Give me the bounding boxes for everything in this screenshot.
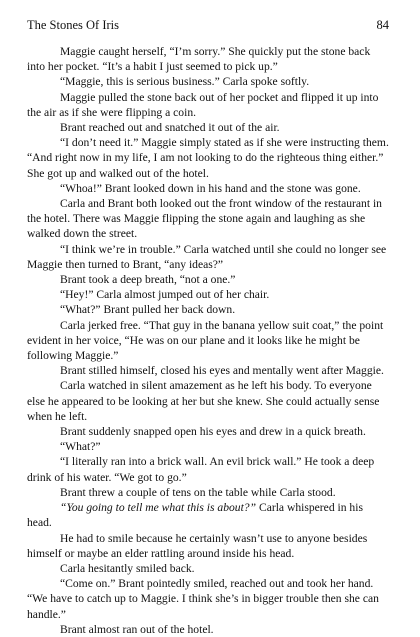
- paragraph: “Whoa!” Brant looked down in his hand and the stone was gone.: [60, 181, 361, 195]
- paragraph: Carla watched in silent amazement as he left his body. To everyone else he appeared to be looking at her but she knew. She could actually sense when he left.: [27, 379, 380, 423]
- paragraph: Carla and Brant both looked out the front window of the restaurant in the hotel. There was Maggie flipping the stone again and laughing as she walked down the street.: [27, 197, 382, 241]
- paragraph: Brant stilled himself, closed his eyes and mentally went after Maggie.: [60, 364, 384, 378]
- telepathic-speech-tag: Carla whispered in his head.: [27, 501, 363, 530]
- paragraph: “I literally ran into a brick wall. An evil brick wall.” He took a deep drink of his water. “We got to go.”: [27, 455, 375, 484]
- page-header: [27, 18, 389, 33]
- paragraph: Brant threw a couple of tens on the table while Carla stood.: [60, 485, 336, 499]
- paragraph: “Come on.” Brant pointedly smiled, reached out and took her hand. “We have to catch up to Maggie. I think she’s in bigger trouble then she can handle.”: [27, 577, 379, 621]
- paragraph: Brant reached out and snatched it out of the air.: [60, 121, 280, 135]
- telepathic-paragraph: [27, 500, 389, 530]
- book-title: The Stones Of Iris: [27, 18, 119, 32]
- page-number: 84: [376, 18, 389, 32]
- paragraph: Brant almost ran out of the hotel.: [60, 622, 214, 636]
- paragraph: “What?” Brant pulled her back down.: [60, 303, 236, 317]
- paragraph: “Hey!” Carla almost jumped out of her chair.: [60, 288, 270, 302]
- paragraph: Carla jerked free. “That guy in the banana yellow suit coat,” the point evident in her voice, “He was on our plane and it looks like he might be following Maggie.”: [27, 318, 384, 363]
- paragraph: Brant suddenly snapped open his eyes and drew in a quick breath.: [60, 425, 366, 439]
- paragraph: Brant took a deep breath, “not a one.”: [60, 273, 236, 287]
- paragraph: “What?”: [60, 440, 101, 454]
- paragraph: Maggie caught herself, “I’m sorry.” She quickly put the stone back into her pocket. “It’s a habit I just seemed to pick up.”: [27, 45, 371, 74]
- telepathic-speech: “You going to tell me what this is about?”: [60, 501, 257, 515]
- paragraph: “I don’t need it.” Maggie simply stated as if she were instructing them. “And right now in my life, I am not looking to do the righteous thing either.” She got up and walked out of the hotel.: [27, 136, 389, 180]
- paragraph: He had to smile because he certainly wasn’t use to anyone besides himself or maybe an elder rattling around inside his head.: [27, 531, 368, 560]
- page-body: [27, 44, 389, 637]
- paragraph: Carla hesitantly smiled back.: [60, 561, 195, 575]
- paragraph: Maggie pulled the stone back out of her pocket and flipped it up into the air as if she were flipping a coin.: [27, 90, 379, 119]
- paragraph: “Maggie, this is serious business.” Carla spoke softly.: [60, 75, 310, 89]
- paragraph: “I think we’re in trouble.” Carla watched until she could no longer see Maggie then turned to Brant, “any ideas?”: [27, 242, 387, 271]
